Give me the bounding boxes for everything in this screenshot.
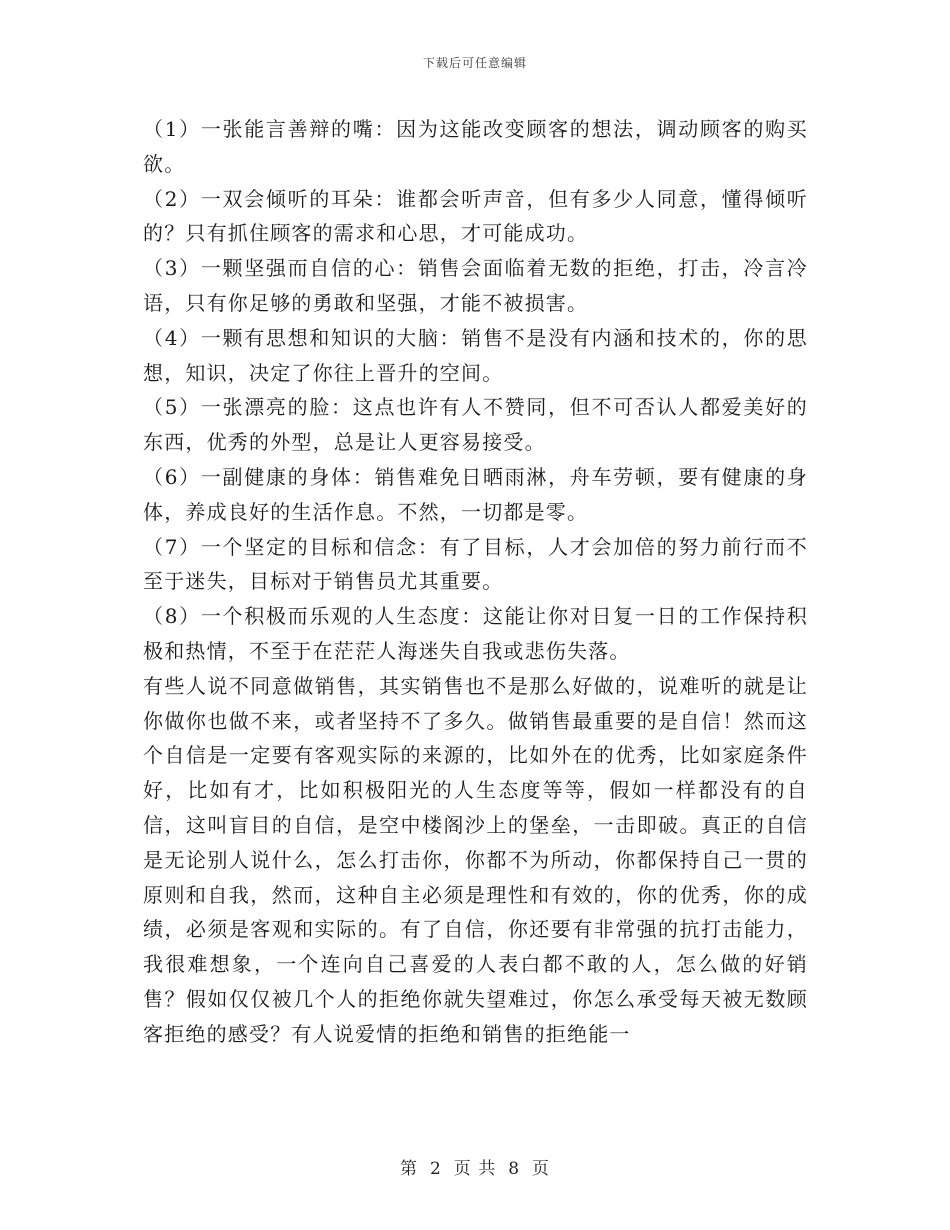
document-body: [143, 112, 808, 1052]
footer-middle: 页 共: [453, 1159, 497, 1179]
footer-prefix: 第: [399, 1159, 418, 1179]
current-page-number: 2: [429, 1159, 442, 1179]
paragraph-item-3: （3）一颗坚强而自信的心：销售会面临着无数的拒绝，打击，冷言冷语，只有你足够的勇敢和坚强，才能不被损害。: [143, 256, 808, 315]
paragraph-item-2: （2）一双会倾听的耳朵：谁都会听声音，但有多少人同意，懂得倾听的？只有抓住顾客的需求和心思，才可能成功。: [143, 186, 808, 246]
footer-suffix: 页: [532, 1159, 551, 1179]
paragraph-item-4: （4）一颗有思想和知识的大脑：销售不是没有内涵和技术的，你的思想，知识，决定了你往上晋升的空间。: [143, 325, 808, 385]
paragraph-item-5: （5）一张漂亮的脸：这点也许有人不赞同，但不可否认人都爱美好的东西，优秀的外型，总是让人更容易接受。: [143, 395, 808, 455]
paragraph-item-8: （8）一个积极而乐观的人生态度：这能让你对日复一日的工作保持积极和热情，不至于在茫茫人海迷失自我或悲伤失落。: [143, 604, 808, 663]
paragraph-item-6: （6）一副健康的身体：销售难免日晒雨淋，舟车劳顿，要有健康的身体，养成良好的生活作息。不然，一切都是零。: [143, 464, 808, 524]
page-header-note: 下载后可任意编辑: [422, 56, 527, 70]
paragraph-item-7: （7）一个坚定的目标和信念：有了目标，人才会加倍的努力前行而不至于迷失，目标对于销售员尤其重要。: [143, 534, 808, 594]
paragraph-essay: 有些人说不同意做销售，其实销售也不是那么好做的，说难听的就是让你做你也做不来，或者坚持不了多久。做销售最重要的是自信！然而这个自信是一定要有客观实际的来源的，比如外在的优秀，比如家庭条件好，比如有才，比如积极阳光的人生态度等等，假如一样都没有的自信，这叫盲目的自信，是空中楼阁沙上的堡垒，一击即破。真正的自信是无论别人说什么，怎么打击你，你都不为所动，你都保持自己一贯的原则和自我，然而，这种自主必须是理性和有效的，你的优秀，你的成绩，必须是客观和实际的。有了自信，你还要有非常强的抗打击能力，我很难想象，一个连向自己喜爱的人表白都不敢的人，怎么做的好销售？假如仅仅被几个人的拒绝你就失望难过，你怎么承受每天被无数顾客拒绝的感受？有人说爱情的拒绝和销售的拒绝能一: [143, 673, 808, 1046]
total-pages-number: 8: [508, 1159, 521, 1179]
paragraph-item-1: （1）一张能言善辩的嘴：因为这能改变顾客的想法，调动顾客的购买欲。: [143, 117, 808, 176]
page-footer: [0, 1154, 950, 1179]
